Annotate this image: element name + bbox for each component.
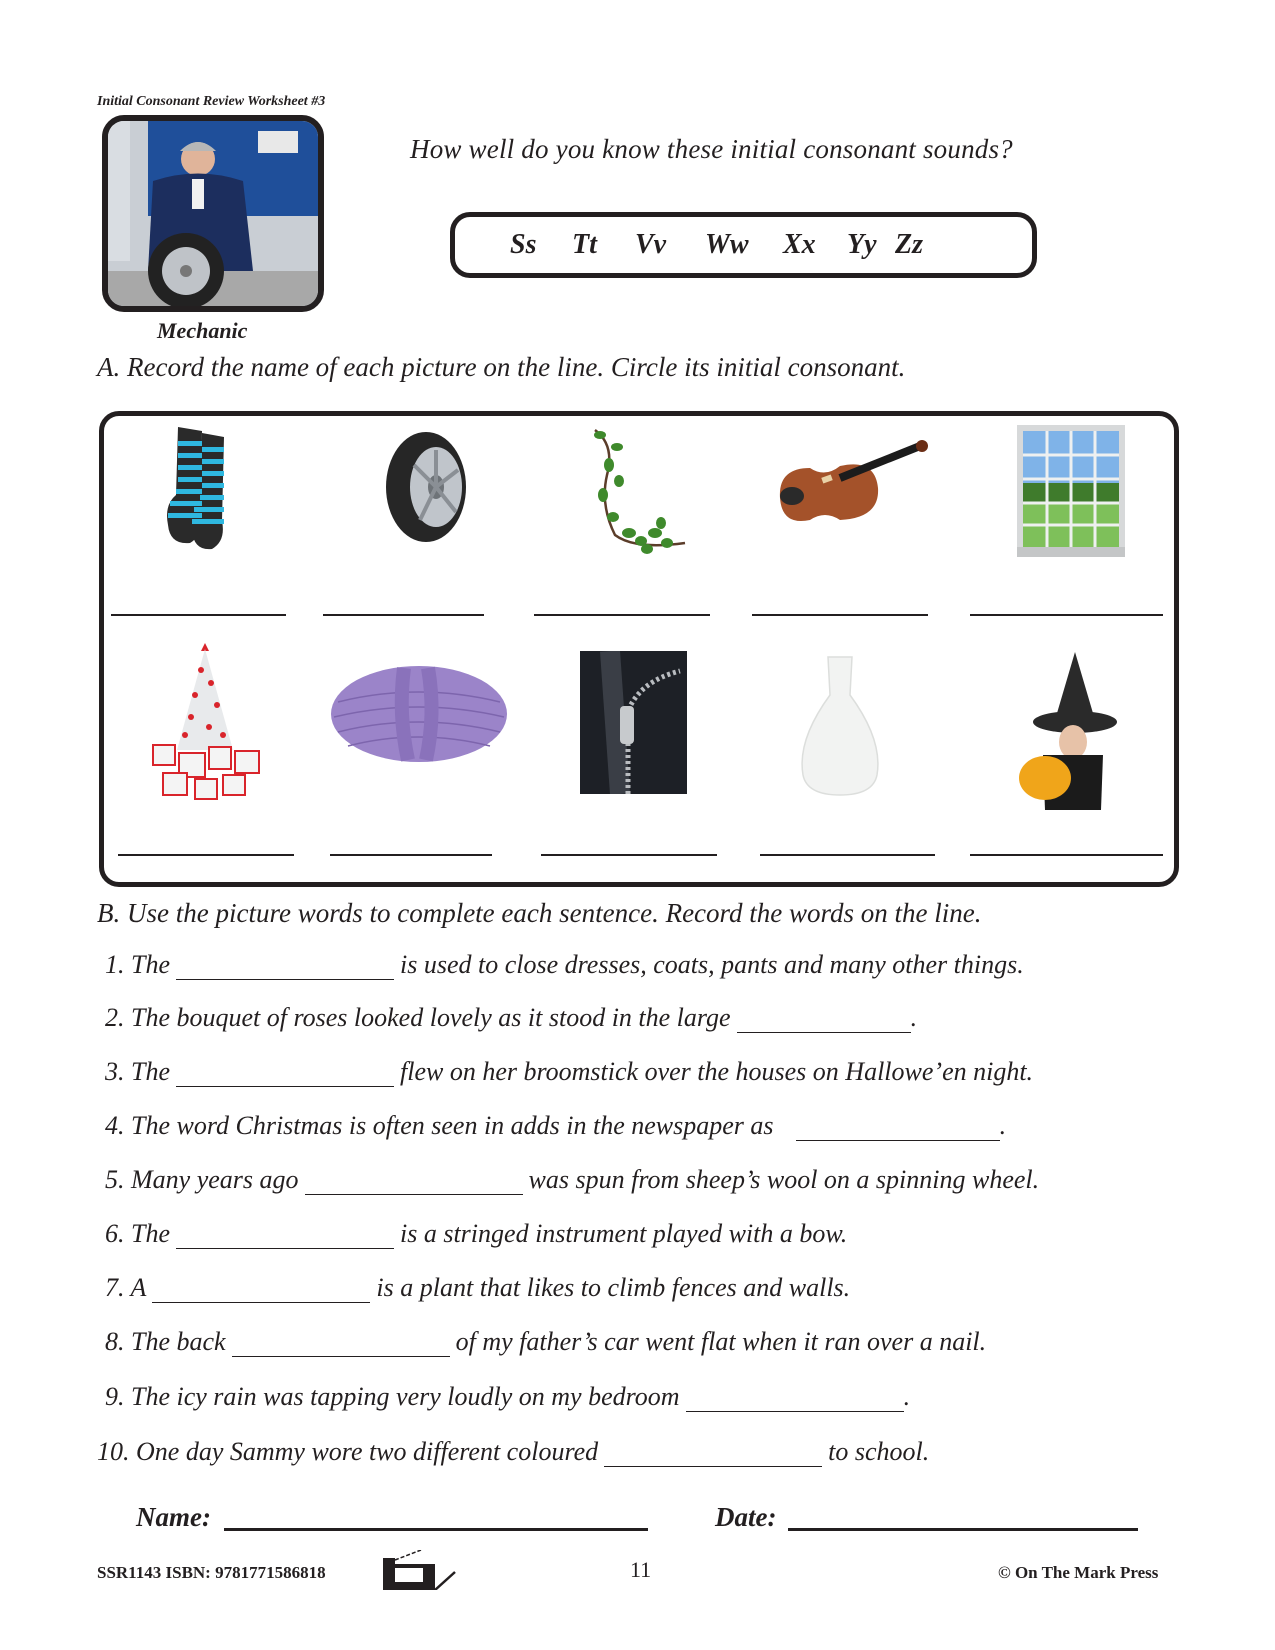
tire-picture-icon [378, 430, 474, 545]
date-label: Date: [715, 1502, 777, 1532]
letters-box [450, 212, 1037, 278]
sentence-5-blank[interactable] [305, 1168, 523, 1195]
answer-line-yarn[interactable] [330, 854, 492, 856]
sentence-3: 3. The flew on her broomstick over the houses on Hallowe’en night. [105, 1057, 1034, 1086]
answer-line-vase[interactable] [760, 854, 935, 856]
witch-picture-icon [1003, 650, 1128, 810]
sentence-10: 10. One day Sammy wore two different coloured to school. [97, 1437, 930, 1466]
zipper-picture-icon [580, 651, 687, 794]
page-number: 11 [630, 1557, 652, 1582]
sentence-1-blank[interactable] [176, 953, 394, 980]
mechanic-photo-icon [108, 121, 318, 306]
sentence-9-blank[interactable] [686, 1385, 904, 1412]
letter-tt: Tt [572, 229, 597, 260]
name-field[interactable] [224, 1528, 648, 1531]
letter-vv: Vv [635, 229, 667, 260]
letter-ss: Ss [510, 229, 537, 260]
sentence-4-blank[interactable] [796, 1114, 1000, 1141]
date-field[interactable] [788, 1528, 1138, 1531]
yarn-picture-icon [328, 662, 510, 767]
letter-xx: Xx [783, 229, 816, 260]
sentence-2: 2. The bouquet of roses looked lovely as it stood in the large . [105, 1003, 918, 1032]
name-label: Name: [136, 1502, 211, 1532]
worksheet-title: Initial Consonant Review Worksheet #3 [97, 94, 326, 109]
mechanic-label: Mechanic [157, 318, 248, 343]
section-b-instruction: B. Use the picture words to complete each sentence. Record the words on the line. [97, 898, 982, 928]
answer-line-tire[interactable] [323, 614, 484, 616]
vase-picture-icon [795, 655, 885, 800]
letter-ww: Ww [705, 229, 749, 260]
socks-picture-icon [160, 425, 245, 555]
answer-line-zipper[interactable] [541, 854, 717, 856]
violin-picture-icon [770, 438, 930, 533]
answer-line-window[interactable] [970, 614, 1163, 616]
sentence-6-blank[interactable] [176, 1222, 394, 1249]
sentence-10-blank[interactable] [604, 1440, 822, 1467]
sentence-8: 8. The back of my father’s car went flat when it ran over a nail. [105, 1327, 987, 1356]
letter-zz: Zz [895, 229, 923, 260]
footer-copyright: © On The Mark Press [998, 1563, 1159, 1582]
sentence-4: 4. The word Christmas is often seen in adds in the newspaper as . [105, 1111, 1007, 1140]
answer-line-christmas-tree[interactable] [118, 854, 294, 856]
mechanic-photo [102, 115, 324, 312]
footer-isbn: SSR1143 ISBN: 9781771586818 [97, 1563, 326, 1582]
sentence-6: 6. The is a stringed instrument played with a bow. [105, 1219, 848, 1248]
vine-picture-icon [585, 425, 695, 565]
answer-line-vine[interactable] [534, 614, 710, 616]
window-picture-icon [1017, 425, 1125, 557]
letter-yy: Yy [847, 229, 877, 260]
sentence-7-blank[interactable] [152, 1276, 370, 1303]
sentence-5: 5. Many years ago was spun from sheep’s wool on a spinning wheel. [105, 1165, 1040, 1194]
section-a-instruction: A. Record the name of each picture on the line. Circle its initial consonant. [97, 352, 906, 382]
sentence-1: 1. The is used to close dresses, coats, pants and many other things. [105, 950, 1024, 979]
question-heading: How well do you know these initial consonant sounds? [410, 134, 1013, 164]
photocopier-icon [383, 1550, 458, 1590]
answer-line-socks[interactable] [111, 614, 286, 616]
answer-line-violin[interactable] [752, 614, 928, 616]
sentence-2-blank[interactable] [737, 1006, 911, 1033]
sentence-8-blank[interactable] [232, 1330, 450, 1357]
answer-line-witch[interactable] [970, 854, 1163, 856]
sentence-3-blank[interactable] [176, 1060, 394, 1087]
sentence-7: 7. A is a plant that likes to climb fences and walls. [105, 1273, 851, 1302]
christmas-tree-picture-icon [143, 635, 268, 805]
sentence-9: 9. The icy rain was tapping very loudly on my bedroom . [105, 1382, 911, 1411]
